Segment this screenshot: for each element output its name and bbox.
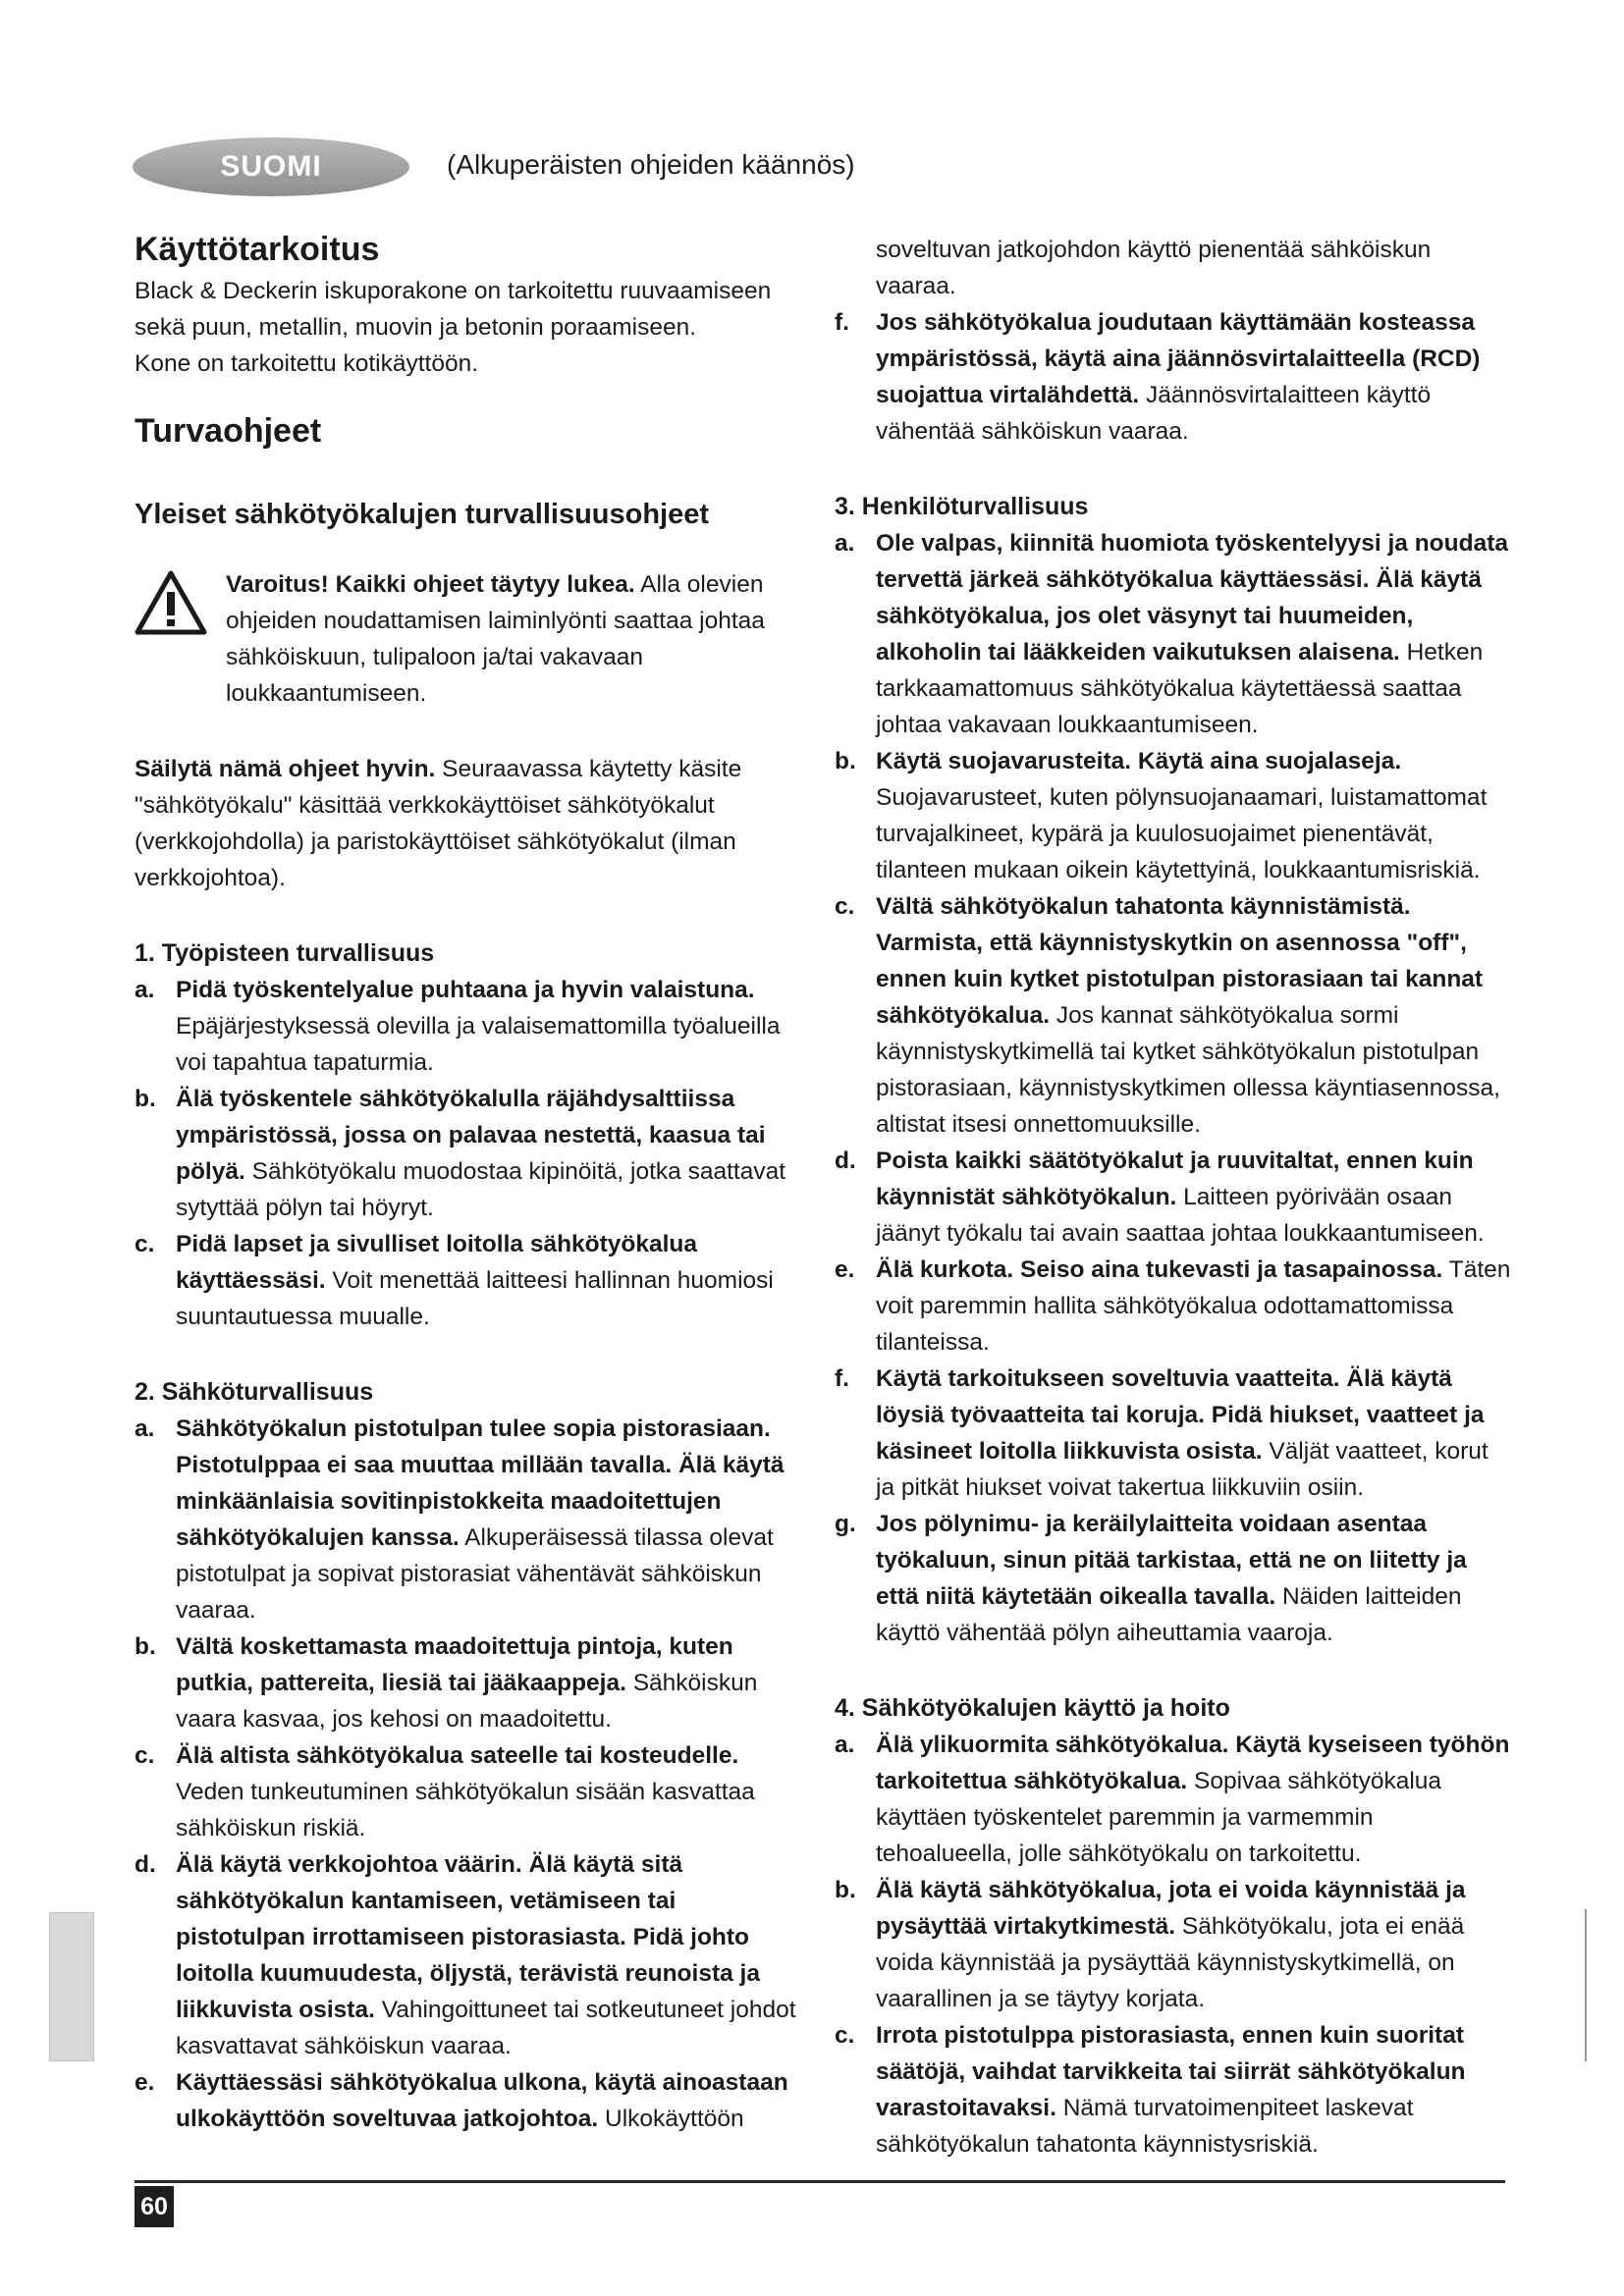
item-letter: f. — [835, 1365, 849, 1392]
item-letter: b. — [135, 1086, 156, 1112]
list-item — [835, 888, 1512, 1143]
section-tool-use-title: 4. Sähkötyökalujen käyttö ja hoito — [835, 1694, 1230, 1722]
item-text: soveltuvan jatkojohdon käyttö pienentää sähköiskun vaaraa. — [876, 237, 1432, 299]
warning-block — [135, 566, 804, 712]
general-safety-title: Yleiset sähkötyökalujen turvallisuusohjeet — [135, 499, 710, 530]
list-item — [835, 525, 1512, 743]
item-bold: Älä käytä verkkojohtoa väärin. Älä käytä sitä sähkötyökalun kantamiseen, vetämiseen tai pistotulpan irrottamiseen pistorasiasta. Pidä johto loitolla kuumuudesta, öljystä, terävistä reunoista ja liikkuvista osista. — [176, 1851, 760, 2023]
list-item — [835, 1727, 1512, 1872]
intended-use-title: Käyttötarkoitus — [135, 231, 380, 268]
item-text: Väljät vaatteet, korut ja pitkät hiukset voivat takertua liikkuviin osiin. — [876, 1438, 1489, 1501]
translation-note: (Alkuperäisten ohjeiden käännös) — [447, 149, 855, 180]
item-text: Veden tunkeutuminen sähkötyökalun sisään kasvattaa sähköiskun riskiä. — [176, 1779, 755, 1842]
item-bold: Jos sähkötyökalua joudutaan käyttämään kosteassa ympäristössä, käytä aina jäännösvirtalaitteella (RCD) suojattua virtalähdettä. — [876, 309, 1481, 408]
item-letter: g. — [835, 1511, 856, 1537]
item-bold: Älä kurkota. Seiso aina tukevasti ja tasapainossa. — [876, 1256, 1443, 1283]
item-text: Jos kannat sähkötyökalua sormi käynnistyskytkimellä tai kytket sähkötyökalun pistotulpan pistorasiaan, käynnistyskytkimen ollessa käyntiasennossa, altistat itsesi onnettomuuksille. — [876, 1002, 1500, 1138]
item-bold: Käytä tarkoitukseen soveltuvia vaatteita. Älä käytä löysiä työvaatteita tai koruja. Pidä hiukset, vaatteet ja käsineet loitolla liikkuvista osista. — [876, 1365, 1485, 1465]
item-text: Sopivaa sähkötyökalua käyttäen työskentelet paremmin ja varmemmin tehoalueella, jolle sähkötyökalu on tarkoitettu. — [876, 1768, 1442, 1867]
item-bold: Älä työskentele sähkötyökalulla räjähdysalttiissa ympäristössä, jossa on palavaa nestettä, kaasua tai pölyä. — [176, 1086, 766, 1185]
list-item — [835, 2017, 1512, 2163]
item-bold: Irrota pistotulppa pistorasiasta, ennen kuin suoritat säätöjä, vaihdat tarvikkeita tai siirrät sähkötyökalun varastoitavaksi. — [876, 2022, 1466, 2121]
item-letter: a. — [135, 977, 155, 1003]
warning-body: Alla olevien ohjeiden noudattamisen laiminlyönti saattaa johtaa sähköiskuun, tulipaloon ja/tai vakavaan loukkaantumiseen. — [226, 571, 765, 707]
list-item — [135, 1411, 804, 1629]
item-text: Laitteen pyörivään osaan jäänyt työkalu tai avain saattaa johtaa loukkaantumiseen. — [876, 1184, 1485, 1247]
item-letter: b. — [835, 748, 856, 774]
intended-use-line: Kone on tarkoitettu kotikäyttöön. — [135, 350, 479, 377]
item-letter: b. — [135, 1633, 156, 1660]
item-letter: e. — [135, 2069, 155, 2096]
intended-use-line: sekä puun, metallin, muovin ja betonin poraamiseen. — [135, 314, 697, 341]
item-letter: a. — [135, 1415, 155, 1442]
item-bold: Käytä suojavarusteita. Käytä aina suojalaseja. — [876, 748, 1402, 774]
list-item — [135, 1629, 804, 1737]
page-number: 60 — [135, 2186, 174, 2227]
side-tab-marker — [49, 1912, 94, 2061]
item-letter: a. — [835, 530, 855, 557]
footer-rule — [135, 2180, 1505, 2183]
item-letter: c. — [835, 893, 855, 920]
list-item — [835, 1872, 1512, 2017]
item-letter: c. — [835, 2022, 855, 2049]
item-text: Vahingoittuneet tai sotkeutuneet johdot kasvattavat sähköiskun vaaraa. — [176, 1997, 796, 2059]
item-letter: c. — [135, 1231, 155, 1257]
list-item — [135, 972, 804, 1081]
item-bold: Vältä koskettamasta maadoitettuja pintoja, kuten putkia, pattereita, liesiä tai jääkaappeja. — [176, 1633, 733, 1696]
item-text: Sähkötyökalu muodostaa kipinöitä, jotka saattavat sytyttää pölyn tai höyryt. — [176, 1158, 786, 1221]
item-bold: Käyttäessäsi sähkötyökalua ulkona, käytä ainoastaan ulkokäyttöön soveltuvaa jatkojohtoa. — [176, 2069, 788, 2132]
item-bold: Ole valpas, kiinnitä huomiota työskentelyysi ja noudata tervettä järkeä sähkötyökalua käyttäessäsi. Älä käytä sähkötyökalua, jos olet väsynyt tai huumeiden, alkoholin tai lääkkeiden vaikutuksen alaisena. — [876, 530, 1508, 666]
list-item — [835, 1143, 1512, 1252]
item-bold: Sähkötyökalun pistotulpan tulee sopia pistorasiaan. Pistotulppaa ei saa muuttaa millään tavalla. Älä käytä minkäänlaisia sovitinpistokkeita maadoitettujen sähkötyökalujen kanssa. — [176, 1415, 785, 1551]
list-item-continued — [835, 232, 1512, 304]
list-item — [835, 304, 1512, 450]
item-bold: Älä altista sähkötyökalua sateelle tai kosteudelle. — [176, 1742, 739, 1769]
right-edge-marker — [1585, 1909, 1587, 2061]
item-bold: Vältä sähkötyökalun tahatonta käynnistämistä. Varmista, että käynnistyskytkin on asennossa "off", ennen kuin kytket pistotulpan pistorasiaan tai kannat sähkötyökalua. — [876, 893, 1484, 1029]
keep-body: Seuraavassa käytetty käsite "sähkötyökalu" käsittää verkkokäyttöiset sähkötyökalut (verkkojohdolla) ja paristokäyttöiset sähkötyökalut (ilman verkkojohtoa). — [135, 756, 742, 891]
item-letter: c. — [135, 1742, 155, 1769]
item-letter: a. — [835, 1732, 855, 1758]
item-bold: Jos pölynimu- ja keräilylaitteita voidaan asentaa työkaluun, sinun pitää tarkistaa, että ne on liitetty ja että niitä käytetään oikealla tavalla. — [876, 1511, 1467, 1610]
intended-use-line: Black & Deckerin iskuporakone on tarkoitettu ruuvaamiseen — [135, 278, 772, 304]
list-item — [135, 1226, 804, 1335]
section-electrical-title: 2. Sähköturvallisuus — [135, 1378, 374, 1406]
item-text: Hetken tarkkaamattomuus sähkötyökalua käytettäessä saattaa johtaa vakavaan loukkaantumiseen. — [876, 639, 1484, 738]
section-work-area-title: 1. Työpisteen turvallisuus — [135, 939, 435, 967]
item-text: Epäjärjestyksessä olevilla ja valaisemattomilla työalueilla voi tapahtua tapaturmia. — [176, 1013, 781, 1076]
list-item — [135, 1737, 804, 1846]
item-text: Alkuperäisessä tilassa olevat pistotulpat ja sopivat pistorasiat vähentävät sähköiskun vaaraa. — [176, 1524, 774, 1624]
warning-text — [226, 566, 804, 712]
item-letter: d. — [835, 1148, 856, 1174]
safety-title: Turvaohjeet — [135, 412, 322, 450]
item-text: Jäännösvirtalaitteen käyttö vähentää sähköiskun vaaraa. — [876, 382, 1432, 445]
item-bold: Pidä lapset ja sivulliset loitolla sähkötyökalua käyttäessäsi. — [176, 1231, 698, 1294]
left-column — [135, 226, 804, 2137]
item-text: Nämä turvatoimenpiteet laskevat sähkötyökalun tahatonta käynnistysriskiä. — [876, 2095, 1414, 2158]
item-text: Sähkötyökalu, jota ei enää voida käynnistää ja pysäyttää käynnistyskytkimellä, on vaarallinen ja se täytyy korjata. — [876, 1913, 1465, 2012]
item-text: Voit menettää laitteesi hallinnan huomiosi suuntautuessa muualle. — [176, 1267, 774, 1330]
item-bold: Poista kaikki säätötyökalut ja ruuvitaltat, ennen kuin käynnistät sähkötyökalun. — [876, 1148, 1474, 1210]
item-text: Ulkokäyttöön — [605, 2106, 744, 2132]
right-column — [835, 232, 1512, 2163]
item-letter: b. — [835, 1877, 856, 1903]
item-bold: Älä käytä sähkötyökalua, jota ei voida käynnistää ja pysäyttää virtakytkimestä. — [876, 1877, 1466, 1940]
list-item — [835, 1361, 1512, 1506]
warning-triangle-icon — [135, 570, 207, 635]
item-letter: e. — [835, 1256, 855, 1283]
list-item — [835, 743, 1512, 888]
language-badge: SUOMI — [133, 137, 409, 196]
list-item — [135, 1081, 804, 1226]
list-item — [135, 1846, 804, 2064]
warning-bold: Varoitus! Kaikki ohjeet täytyy lukea. — [226, 571, 635, 598]
keep-bold: Säilytä nämä ohjeet hyvin. — [135, 756, 436, 782]
section-personal-title: 3. Henkilöturvallisuus — [835, 493, 1089, 520]
item-text: Täten voit paremmin hallita sähkötyökalua odottamattomissa tilanteissa. — [876, 1256, 1511, 1356]
item-text: Näiden laitteiden käyttö vähentää pölyn aiheuttamia vaaroja. — [876, 1583, 1462, 1646]
item-letter: d. — [135, 1851, 156, 1878]
list-item — [835, 1252, 1512, 1361]
list-item — [135, 2064, 804, 2137]
item-text: Suojavarusteet, kuten pölynsuojanaamari, luistamattomat turvajalkineet, kypärä ja kuulosuojaimet pienentävät, tilanteen mukaan oikein käytettyinä, loukkaantumisriskiä. — [876, 784, 1488, 883]
keep-instructions — [135, 751, 804, 896]
list-item — [835, 1506, 1512, 1651]
item-text: Sähköiskun vaara kasvaa, jos kehosi on maadoitettu. — [176, 1670, 758, 1733]
item-bold: Älä ylikuormita sähkötyökalua. Käytä kyseiseen työhön tarkoitettua sähkötyökalua. — [876, 1732, 1510, 1794]
item-letter: f. — [835, 309, 849, 336]
item-bold: Pidä työskentelyalue puhtaana ja hyvin valaistuna. — [176, 977, 755, 1003]
